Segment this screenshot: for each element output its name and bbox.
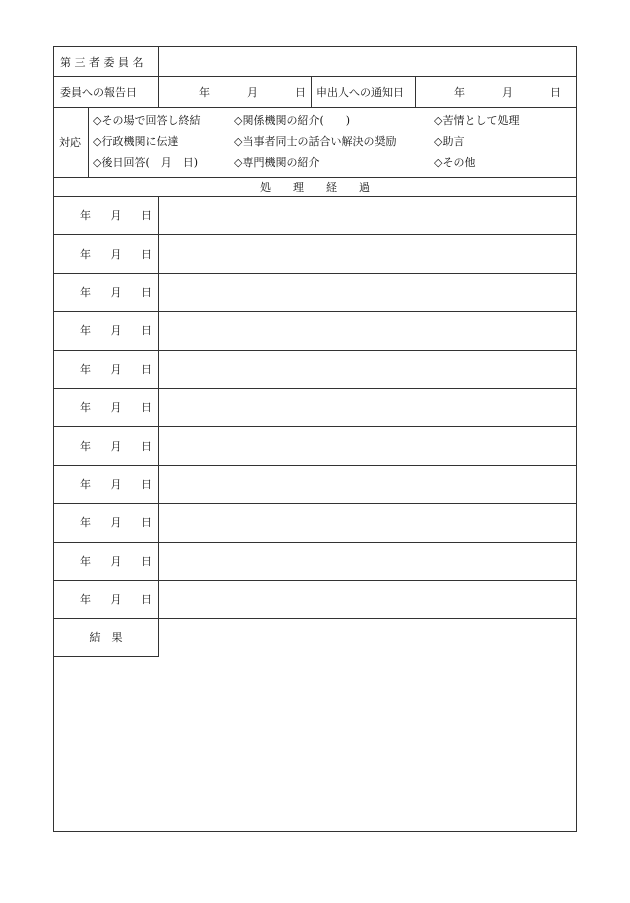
result-label: 結 果	[89, 631, 123, 645]
month-unit: 月	[110, 477, 122, 491]
year-unit: 年	[199, 86, 210, 99]
complaint-record-form	[53, 46, 577, 832]
progress-note-field[interactable]	[159, 311, 576, 349]
year-unit: 年	[80, 593, 91, 607]
year-unit: 年	[80, 209, 91, 223]
progress-date[interactable]	[54, 426, 158, 464]
year-unit: 年	[80, 324, 91, 338]
committee-name-field[interactable]	[159, 47, 577, 77]
year-unit: 年	[454, 86, 465, 99]
progress-note-field[interactable]	[159, 234, 576, 272]
day-unit: 日	[141, 362, 152, 376]
result-label-right-border	[158, 618, 159, 656]
progress-note-field[interactable]	[159, 503, 576, 541]
month-unit: 月	[110, 247, 122, 261]
notify-date-label: 申出人への通知日	[316, 86, 404, 99]
progress-date[interactable]	[54, 580, 158, 618]
month-unit: 月	[110, 554, 122, 568]
progress-note-field[interactable]	[159, 196, 576, 234]
day-unit: 日	[141, 593, 152, 607]
progress-date[interactable]	[54, 542, 158, 580]
progress-note-field[interactable]	[159, 350, 576, 388]
month-unit: 月	[110, 324, 122, 338]
progress-date[interactable]	[54, 273, 158, 311]
year-unit: 年	[80, 439, 91, 453]
response-label-divider	[88, 107, 89, 177]
year-unit: 年	[80, 247, 91, 261]
response-option[interactable]: ◇その場で回答し終結	[93, 114, 201, 127]
response-option[interactable]: ◇後日回答( 月 日)	[93, 156, 199, 169]
progress-date[interactable]	[54, 196, 158, 234]
day-unit: 日	[141, 285, 152, 299]
progress-note-field[interactable]	[159, 388, 576, 426]
progress-date[interactable]	[54, 465, 158, 503]
day-unit: 日	[141, 401, 152, 415]
progress-date[interactable]	[54, 234, 158, 272]
progress-date[interactable]	[54, 503, 158, 541]
response-option[interactable]: ◇専門機関の紹介	[234, 156, 320, 169]
year-unit: 年	[80, 362, 91, 376]
day-unit: 日	[141, 209, 152, 223]
month-unit: 月	[110, 209, 122, 223]
progress-note-field[interactable]	[159, 273, 576, 311]
day-unit: 日	[141, 554, 152, 568]
month-unit: 月	[247, 86, 258, 99]
progress-note-field[interactable]	[159, 542, 576, 580]
response-option[interactable]: ◇助言	[434, 135, 465, 148]
response-option[interactable]: ◇行政機関に伝達	[93, 135, 179, 148]
progress-note-field[interactable]	[159, 580, 576, 618]
day-unit: 日	[550, 86, 561, 99]
day-unit: 日	[141, 439, 152, 453]
month-unit: 月	[110, 285, 122, 299]
progress-date[interactable]	[54, 311, 158, 349]
response-option[interactable]: ◇苦情として処理	[434, 114, 520, 127]
month-unit: 月	[110, 516, 122, 530]
response-label: 対応	[59, 136, 81, 149]
month-unit: 月	[110, 439, 122, 453]
result-text-area[interactable]	[160, 620, 574, 829]
progress-header: 処 理 経 過	[260, 180, 370, 194]
year-unit: 年	[80, 285, 91, 299]
year-unit: 年	[80, 477, 91, 491]
year-unit: 年	[80, 554, 91, 568]
day-unit: 日	[141, 516, 152, 530]
result-label-bottom-border	[54, 656, 159, 657]
report-date-label: 委員への報告日	[60, 86, 137, 99]
month-unit: 月	[110, 593, 122, 607]
response-option[interactable]: ◇関係機関の紹介( )	[234, 114, 351, 127]
notify-date-field[interactable]	[416, 77, 577, 107]
month-unit: 月	[110, 362, 122, 376]
progress-note-field[interactable]	[159, 465, 576, 503]
progress-note-field[interactable]	[159, 426, 576, 464]
day-unit: 日	[141, 477, 152, 491]
row-divider	[54, 107, 576, 108]
day-unit: 日	[141, 324, 152, 338]
date-column-divider	[311, 77, 312, 107]
progress-date[interactable]	[54, 388, 158, 426]
progress-date[interactable]	[54, 350, 158, 388]
committee-name-label: 第 三 者 委 員 名	[60, 56, 144, 69]
month-unit: 月	[502, 86, 513, 99]
day-unit: 日	[295, 86, 306, 99]
report-date-field[interactable]	[159, 77, 311, 107]
month-unit: 月	[110, 401, 122, 415]
day-unit: 日	[141, 247, 152, 261]
response-option[interactable]: ◇その他	[434, 156, 476, 169]
response-option[interactable]: ◇当事者同士の話合い解決の奨励	[234, 135, 397, 148]
year-unit: 年	[80, 401, 91, 415]
year-unit: 年	[80, 516, 91, 530]
